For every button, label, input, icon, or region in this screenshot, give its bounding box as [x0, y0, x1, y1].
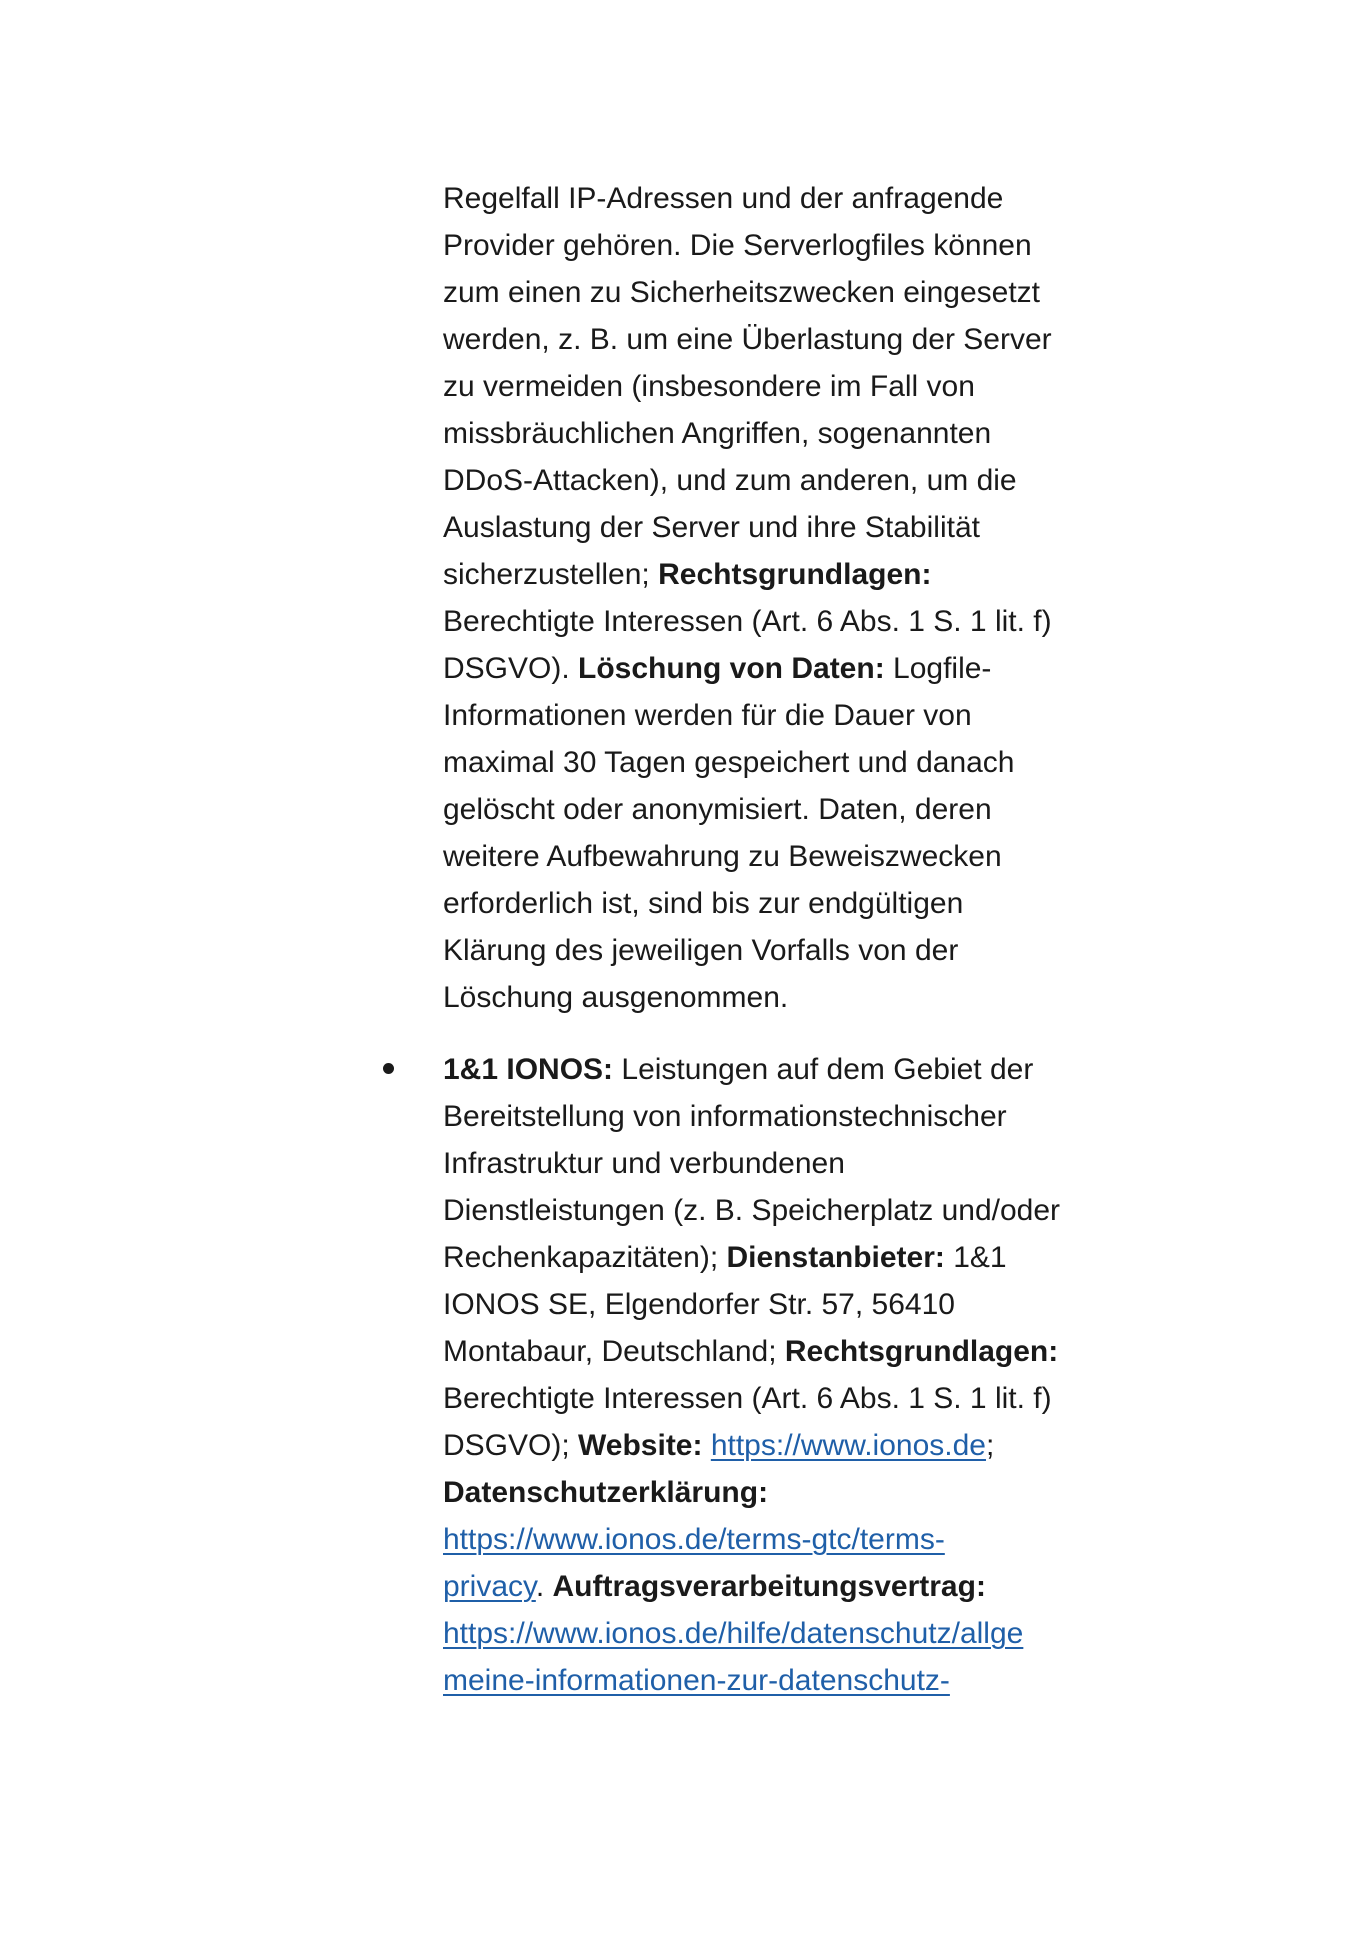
text-segment: .	[535, 1570, 553, 1603]
text-line: zu vermeiden (insbesondere im Fall von	[443, 370, 975, 403]
text-line: Infrastruktur und verbundenen	[443, 1147, 845, 1180]
text-line	[443, 1469, 1143, 1516]
text-segment: Leistungen auf dem Gebiet der	[613, 1053, 1034, 1086]
text-segment: Rechenkapazitäten);	[443, 1241, 727, 1274]
text-segment: Montabaur, Deutschland;	[443, 1335, 785, 1368]
text-line: missbräuchlichen Angriffen, sogenannten	[443, 417, 992, 450]
text-line: zum einen zu Sicherheitszwecken eingesetzt	[443, 276, 1040, 309]
text-line: gelöscht oder anonymisiert. Daten, deren	[443, 793, 992, 826]
text-line: IONOS SE, Elgendorfer Str. 57, 56410	[443, 1288, 955, 1321]
service-provider-label: Dienstanbieter:	[726, 1241, 945, 1274]
text-line: DDoS-Attacken), und zum anderen, um die	[443, 464, 1017, 497]
text-line: werden, z. B. um eine Überlastung der Server	[443, 323, 1052, 356]
text-line: maximal 30 Tagen gespeichert und danach	[443, 746, 1015, 779]
service-name-label: 1&1 IONOS:	[443, 1053, 614, 1086]
text-line: Bereitstellung von informationstechnischer	[443, 1100, 1007, 1133]
processing-agreement-label: Auftragsverarbeitungsvertrag:	[552, 1570, 986, 1603]
text-line	[443, 1046, 1143, 1093]
text-line: erforderlich ist, sind bis zur endgültigen	[443, 887, 964, 920]
text-segment	[702, 1429, 710, 1462]
text-line: Informationen werden für die Dauer von	[443, 699, 972, 732]
text-line: Berechtigte Interessen (Art. 6 Abs. 1 S. 1 lit. f)	[443, 605, 1052, 638]
text-line	[443, 1516, 1143, 1563]
website-label: Website:	[578, 1429, 703, 1462]
text-line	[443, 645, 1143, 692]
text-line	[443, 551, 1143, 598]
text-line: Berechtigte Interessen (Art. 6 Abs. 1 S. 1 lit. f)	[443, 1382, 1052, 1415]
text-line	[443, 1610, 1143, 1657]
text-line	[443, 1563, 1143, 1610]
text-segment: DSGVO).	[443, 652, 579, 685]
text-segment: ;	[985, 1429, 995, 1462]
privacy-policy-link[interactable]: https://www.ionos.de/terms-gtc/terms-	[443, 1523, 945, 1556]
text-line	[443, 1657, 1143, 1704]
text-segment: 1&1	[944, 1241, 1007, 1274]
text-line: Klärung des jeweiligen Vorfalls von der	[443, 934, 959, 967]
text-line: Dienstleistungen (z. B. Speicherplatz und/oder	[443, 1194, 1061, 1227]
data-deletion-label: Löschung von Daten:	[578, 652, 885, 685]
text-segment: DSGVO);	[443, 1429, 579, 1462]
privacy-policy-label: Datenschutzerklärung:	[443, 1476, 769, 1509]
bullet-dot-icon	[383, 1063, 394, 1074]
text-line	[443, 1328, 1143, 1375]
paragraph-server-logfiles	[443, 175, 1143, 1021]
text-segment: sicherzustellen;	[443, 558, 659, 591]
text-line	[443, 1234, 1143, 1281]
text-line: Löschung ausgenommen.	[443, 981, 789, 1014]
legal-basis-label: Rechtsgrundlagen:	[658, 558, 932, 591]
website-link[interactable]: https://www.ionos.de	[710, 1429, 986, 1462]
text-line: Auslastung der Server und ihre Stabilität	[443, 511, 980, 544]
processing-agreement-link[interactable]: https://www.ionos.de/hilfe/datenschutz/allge	[443, 1617, 1024, 1650]
processing-agreement-link[interactable]: meine-informationen-zur-datenschutz-	[443, 1664, 950, 1697]
text-line: Provider gehören. Die Serverlogfiles können	[443, 229, 1032, 262]
text-segment: Logfile-	[884, 652, 992, 685]
legal-basis-label: Rechtsgrundlagen:	[784, 1335, 1059, 1368]
text-line: Regelfall IP-Adressen und der anfragende	[443, 182, 1004, 215]
privacy-policy-link[interactable]: privacy	[443, 1570, 536, 1603]
list-item-ionos	[443, 1046, 1143, 1704]
text-line	[443, 1422, 1143, 1469]
text-line: weitere Aufbewahrung zu Beweiszwecken	[443, 840, 1002, 873]
